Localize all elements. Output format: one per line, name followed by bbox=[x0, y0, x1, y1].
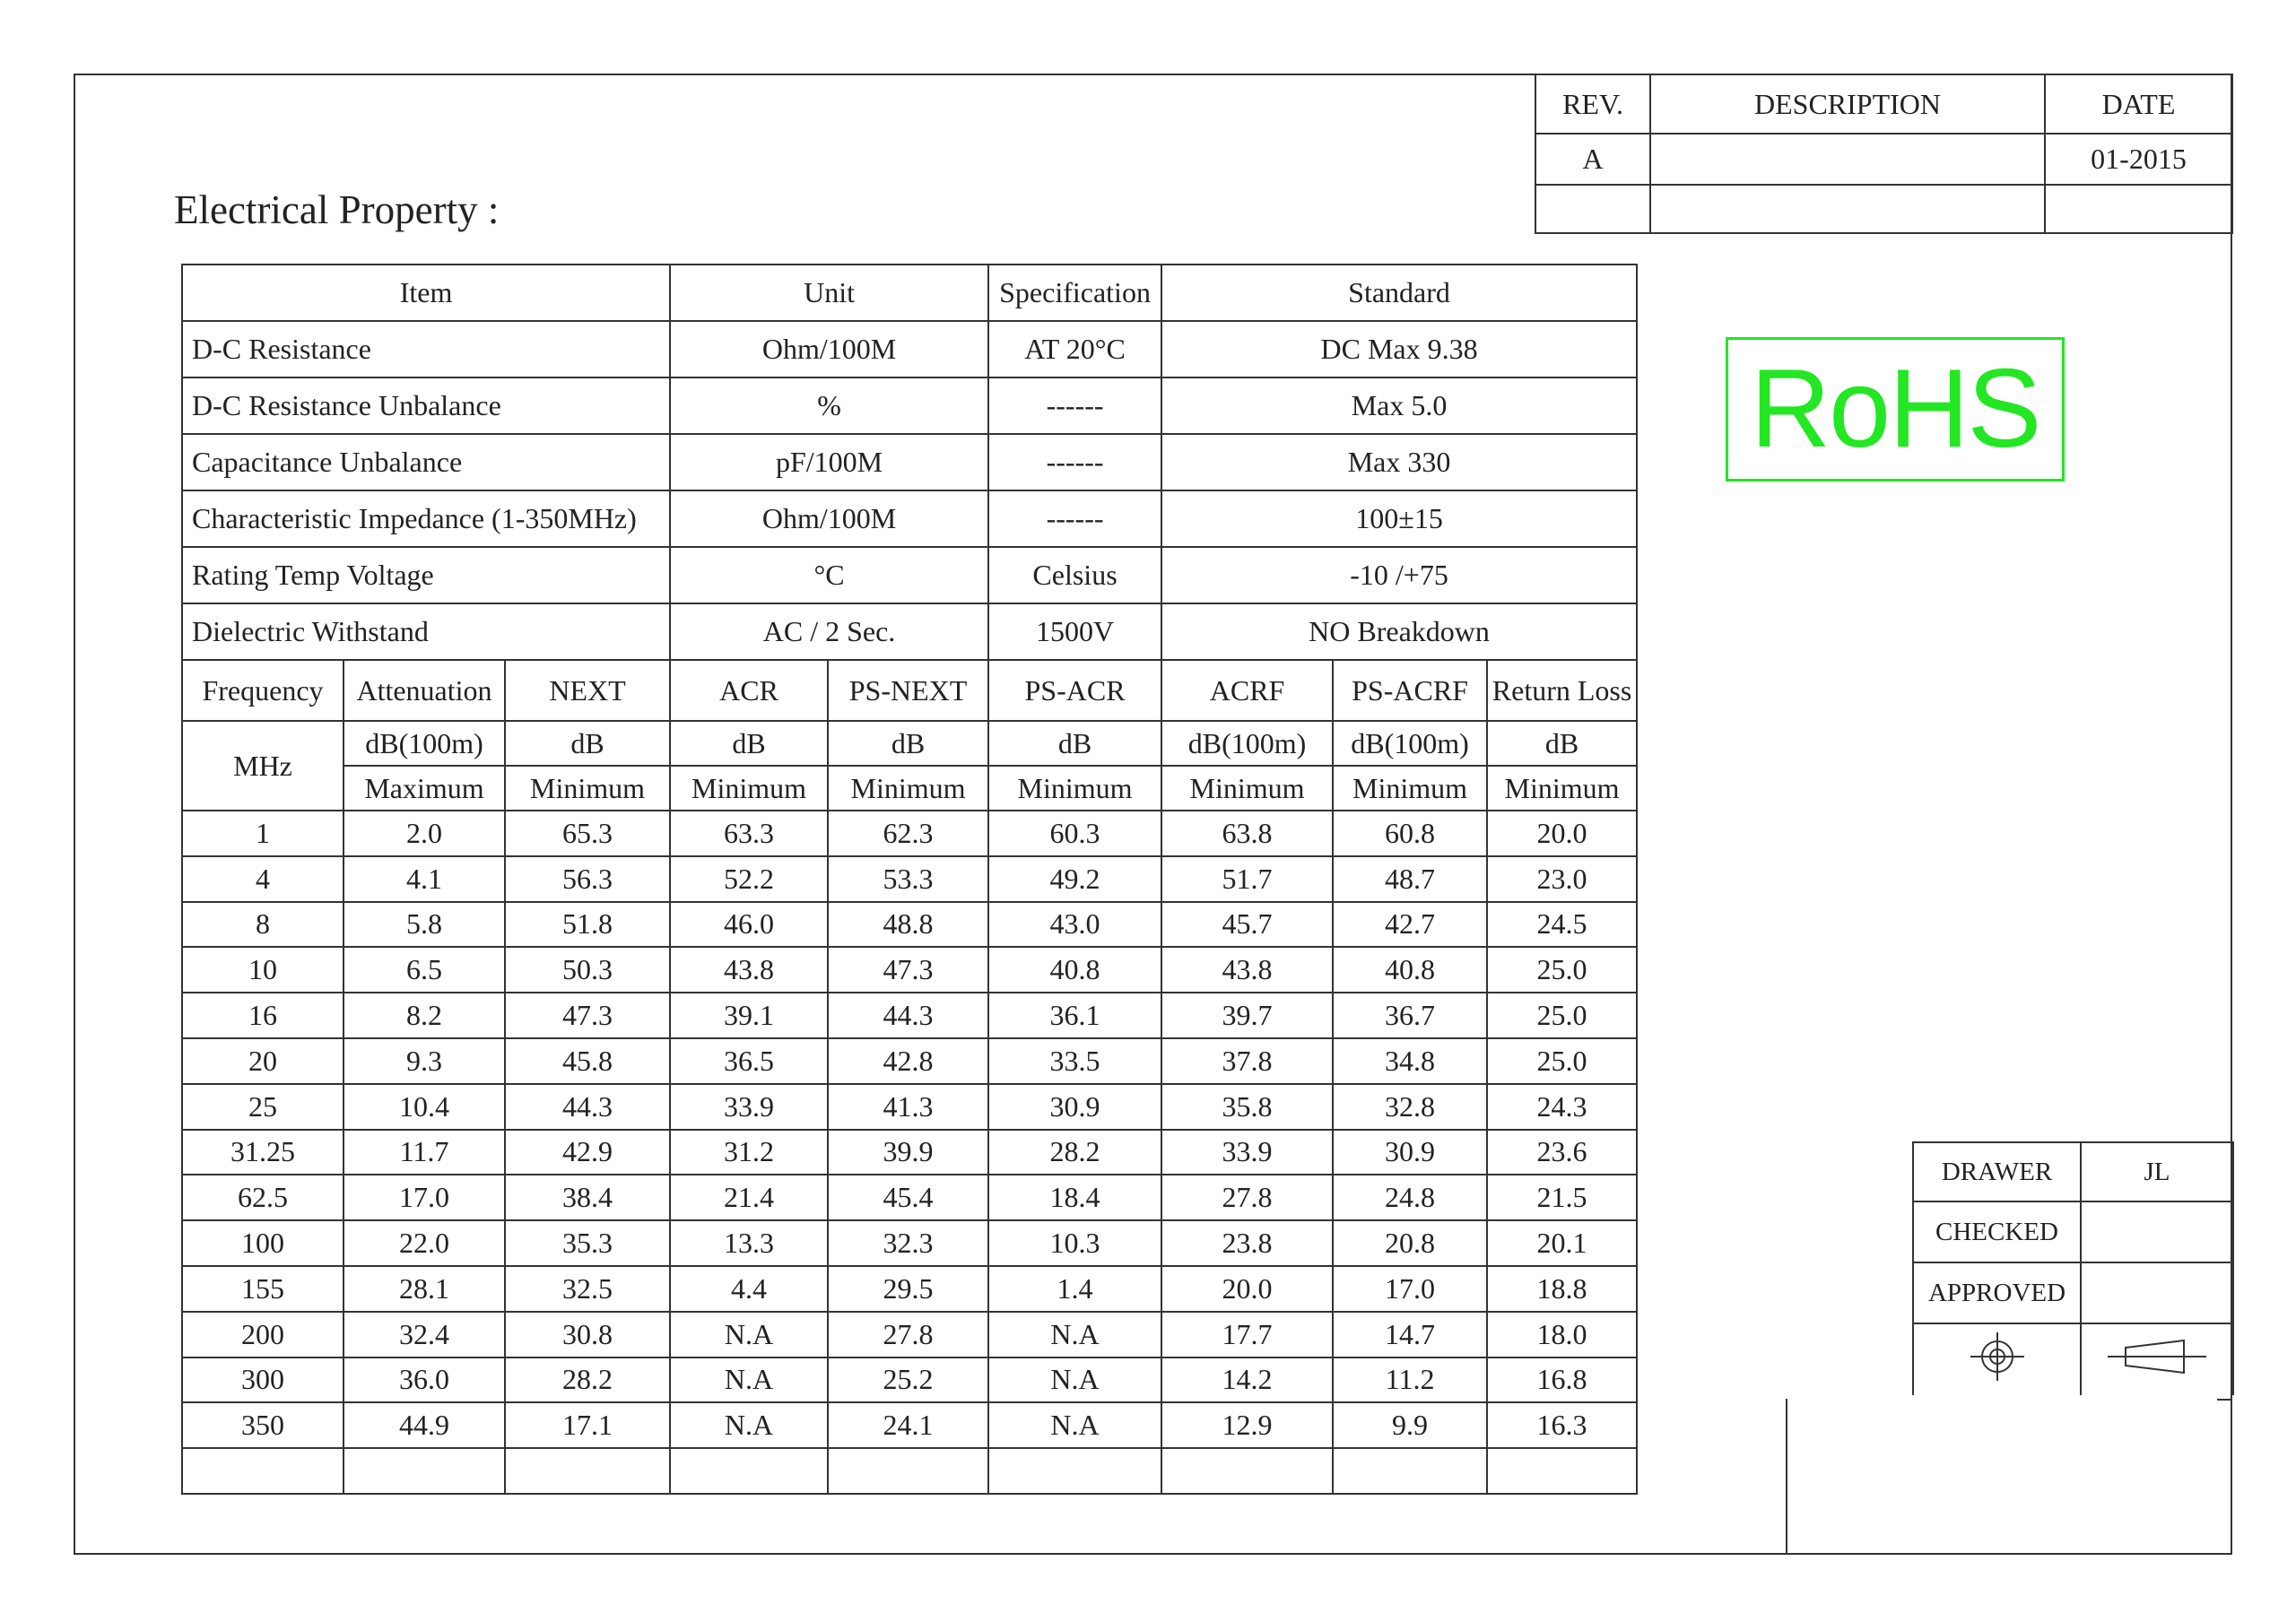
description-header: DESCRIPTION bbox=[1650, 74, 2045, 134]
table-cell: 27.8 bbox=[828, 1312, 988, 1357]
table-cell: 62.3 bbox=[828, 811, 988, 856]
table-cell: 24.8 bbox=[1333, 1175, 1487, 1220]
table-cell: 35.8 bbox=[1161, 1084, 1333, 1130]
description-cell bbox=[1650, 185, 2045, 233]
table-cell: 44.3 bbox=[505, 1084, 670, 1130]
table-cell: 47.3 bbox=[505, 993, 670, 1038]
column-header: Return Loss bbox=[1487, 660, 1637, 721]
target-crosshair-icon bbox=[1913, 1323, 2081, 1395]
column-limit: Minimum bbox=[670, 766, 828, 811]
table-cell: 17.1 bbox=[505, 1402, 670, 1448]
property-item: D-C Resistance Unbalance bbox=[182, 377, 670, 434]
column-header: PS-ACRF bbox=[1333, 660, 1487, 721]
property-standard: -10 /+75 bbox=[1161, 547, 1637, 603]
table-cell: 23.8 bbox=[1161, 1220, 1333, 1266]
table-cell: 43.8 bbox=[1161, 947, 1333, 993]
table-cell: 21.5 bbox=[1487, 1175, 1637, 1220]
column-limit: Minimum bbox=[1487, 766, 1637, 811]
table-cell: 32.4 bbox=[344, 1312, 505, 1357]
property-row bbox=[182, 490, 1637, 547]
property-specification: 1500V bbox=[988, 603, 1161, 660]
property-specification: ------ bbox=[988, 434, 1161, 490]
table-cell bbox=[828, 1448, 988, 1494]
property-row bbox=[182, 603, 1637, 660]
table-cell: 31.2 bbox=[670, 1130, 828, 1175]
table-cell: 65.3 bbox=[505, 811, 670, 856]
table-cell bbox=[344, 1448, 505, 1494]
table-cell: 25 bbox=[182, 1084, 344, 1130]
table-cell: 1.4 bbox=[988, 1266, 1161, 1312]
property-unit: pF/100M bbox=[670, 434, 988, 490]
table-cell: 13.3 bbox=[670, 1220, 828, 1266]
table-cell: 17.0 bbox=[1333, 1266, 1487, 1312]
column-unit: dB bbox=[670, 721, 828, 766]
table-cell bbox=[988, 1448, 1161, 1494]
table-row bbox=[182, 1312, 1637, 1357]
table-cell: 24.1 bbox=[828, 1402, 988, 1448]
table-cell: 63.3 bbox=[670, 811, 828, 856]
table-cell: 30.9 bbox=[1333, 1130, 1487, 1175]
revision-table bbox=[1535, 74, 2233, 234]
table-cell: 29.5 bbox=[828, 1266, 988, 1312]
table-cell: 37.8 bbox=[1161, 1038, 1333, 1084]
table-cell: 20.1 bbox=[1487, 1220, 1637, 1266]
column-unit: dB(100m) bbox=[344, 721, 505, 766]
property-unit: °C bbox=[670, 547, 988, 603]
table-cell: 60.3 bbox=[988, 811, 1161, 856]
rev-cell bbox=[1535, 185, 1650, 233]
table-cell: 63.8 bbox=[1161, 811, 1333, 856]
table-cell: 11.7 bbox=[344, 1130, 505, 1175]
table-cell: 33.9 bbox=[670, 1084, 828, 1130]
table-cell: 47.3 bbox=[828, 947, 988, 993]
approved-label: APPROVED bbox=[1913, 1262, 2081, 1323]
table-cell: 16 bbox=[182, 993, 344, 1038]
column-header: Frequency bbox=[182, 660, 344, 721]
table-cell: 40.8 bbox=[1333, 947, 1487, 993]
property-unit: % bbox=[670, 377, 988, 434]
table-cell: N.A bbox=[670, 1357, 828, 1403]
table-cell: 44.9 bbox=[344, 1402, 505, 1448]
table-cell: 25.0 bbox=[1487, 947, 1637, 993]
column-unit: dB bbox=[505, 721, 670, 766]
table-row bbox=[182, 1175, 1637, 1220]
table-row bbox=[182, 1266, 1637, 1312]
table-cell: 50.3 bbox=[505, 947, 670, 993]
property-standard: NO Breakdown bbox=[1161, 603, 1637, 660]
column-header: ACRF bbox=[1161, 660, 1333, 721]
table-cell: 21.4 bbox=[670, 1175, 828, 1220]
table-cell: 39.7 bbox=[1161, 993, 1333, 1038]
table-cell: 32.8 bbox=[1333, 1084, 1487, 1130]
table-cell: 38.4 bbox=[505, 1175, 670, 1220]
table-cell: N.A bbox=[988, 1312, 1161, 1357]
table-cell: 43.0 bbox=[988, 902, 1161, 948]
table-cell: 43.8 bbox=[670, 947, 828, 993]
table-cell: 45.4 bbox=[828, 1175, 988, 1220]
property-unit: Ohm/100M bbox=[670, 490, 988, 547]
specification-header: Specification bbox=[988, 265, 1161, 321]
column-unit: dB(100m) bbox=[1161, 721, 1333, 766]
table-cell: 4.1 bbox=[344, 856, 505, 902]
frequency-unit: MHz bbox=[182, 721, 344, 811]
standard-header: Standard bbox=[1161, 265, 1637, 321]
table-cell: 20.0 bbox=[1161, 1266, 1333, 1312]
property-row bbox=[182, 377, 1637, 434]
table-cell: 33.9 bbox=[1161, 1130, 1333, 1175]
table-row bbox=[182, 1357, 1637, 1403]
property-unit: AC / 2 Sec. bbox=[670, 603, 988, 660]
table-cell: 44.3 bbox=[828, 993, 988, 1038]
column-unit: dB bbox=[1487, 721, 1637, 766]
table-cell: 25.0 bbox=[1487, 993, 1637, 1038]
checked-value bbox=[2081, 1201, 2233, 1262]
property-row bbox=[182, 321, 1637, 377]
column-limit: Minimum bbox=[505, 766, 670, 811]
table-cell: 28.2 bbox=[505, 1357, 670, 1403]
table-cell: 42.8 bbox=[828, 1038, 988, 1084]
table-cell: 49.2 bbox=[988, 856, 1161, 902]
table-cell: 8 bbox=[182, 902, 344, 948]
table-cell bbox=[1487, 1448, 1637, 1494]
table-cell: 10.3 bbox=[988, 1220, 1161, 1266]
table-cell: N.A bbox=[670, 1312, 828, 1357]
table-cell: 20 bbox=[182, 1038, 344, 1084]
column-header: Attenuation bbox=[344, 660, 505, 721]
table-cell: 46.0 bbox=[670, 902, 828, 948]
property-unit: Ohm/100M bbox=[670, 321, 988, 377]
electrical-property-table bbox=[181, 264, 1638, 1495]
table-cell: 17.0 bbox=[344, 1175, 505, 1220]
table-cell bbox=[1161, 1448, 1333, 1494]
table-cell: 8.2 bbox=[344, 993, 505, 1038]
date-header: DATE bbox=[2045, 74, 2232, 134]
drawer-value: JL bbox=[2081, 1142, 2233, 1201]
table-cell: 23.6 bbox=[1487, 1130, 1637, 1175]
description-cell bbox=[1650, 134, 2045, 185]
table-cell: 11.2 bbox=[1333, 1357, 1487, 1403]
column-limit: Minimum bbox=[1333, 766, 1487, 811]
property-specification: ------ bbox=[988, 490, 1161, 547]
column-limit: Maximum bbox=[344, 766, 505, 811]
table-row bbox=[182, 1448, 1637, 1494]
table-cell: 9.9 bbox=[1333, 1402, 1487, 1448]
table-cell bbox=[1333, 1448, 1487, 1494]
property-row bbox=[182, 434, 1637, 490]
table-cell: 36.5 bbox=[670, 1038, 828, 1084]
table-cell: 41.3 bbox=[828, 1084, 988, 1130]
table-row bbox=[182, 1038, 1637, 1084]
table-row bbox=[182, 811, 1637, 856]
column-header: PS-ACR bbox=[988, 660, 1161, 721]
column-header: ACR bbox=[670, 660, 828, 721]
table-cell: 200 bbox=[182, 1312, 344, 1357]
table-cell: 28.2 bbox=[988, 1130, 1161, 1175]
column-header: NEXT bbox=[505, 660, 670, 721]
table-cell: 33.5 bbox=[988, 1038, 1161, 1084]
table-cell: 36.1 bbox=[988, 993, 1161, 1038]
table-cell: 51.7 bbox=[1161, 856, 1333, 902]
table-cell: 27.8 bbox=[1161, 1175, 1333, 1220]
table-cell bbox=[670, 1448, 828, 1494]
table-cell: N.A bbox=[988, 1357, 1161, 1403]
table-cell: 36.7 bbox=[1333, 993, 1487, 1038]
column-limit: Minimum bbox=[1161, 766, 1333, 811]
date-cell bbox=[2045, 185, 2232, 233]
property-standard: 100±15 bbox=[1161, 490, 1637, 547]
table-cell: 2.0 bbox=[344, 811, 505, 856]
column-unit: dB bbox=[988, 721, 1161, 766]
table-cell: 45.8 bbox=[505, 1038, 670, 1084]
table-cell: 52.2 bbox=[670, 856, 828, 902]
property-specification: ------ bbox=[988, 377, 1161, 434]
table-row bbox=[182, 947, 1637, 993]
table-cell: 18.0 bbox=[1487, 1312, 1637, 1357]
table-cell: 53.3 bbox=[828, 856, 988, 902]
property-item: Rating Temp Voltage bbox=[182, 547, 670, 603]
checked-label: CHECKED bbox=[1913, 1201, 2081, 1262]
title-block-divider bbox=[1786, 1399, 1787, 1555]
table-cell: 18.8 bbox=[1487, 1266, 1637, 1312]
property-standard: Max 5.0 bbox=[1161, 377, 1637, 434]
table-cell: 14.2 bbox=[1161, 1357, 1333, 1403]
table-cell: 14.7 bbox=[1333, 1312, 1487, 1357]
table-cell: 4.4 bbox=[670, 1266, 828, 1312]
property-row bbox=[182, 547, 1637, 603]
table-cell: 6.5 bbox=[344, 947, 505, 993]
table-cell: 10.4 bbox=[344, 1084, 505, 1130]
table-cell: 40.8 bbox=[988, 947, 1161, 993]
property-item: Characteristic Impedance (1-350MHz) bbox=[182, 490, 670, 547]
table-cell: 45.7 bbox=[1161, 902, 1333, 948]
table-cell: 17.7 bbox=[1161, 1312, 1333, 1357]
table-cell: 39.9 bbox=[828, 1130, 988, 1175]
table-cell: 31.25 bbox=[182, 1130, 344, 1175]
table-cell: 42.9 bbox=[505, 1130, 670, 1175]
table-cell: 42.7 bbox=[1333, 902, 1487, 948]
table-cell: 20.0 bbox=[1487, 811, 1637, 856]
table-row bbox=[182, 1220, 1637, 1266]
table-row bbox=[182, 1130, 1637, 1175]
column-limit: Minimum bbox=[828, 766, 988, 811]
unit-header: Unit bbox=[670, 265, 988, 321]
table-cell: 48.7 bbox=[1333, 856, 1487, 902]
property-item: D-C Resistance bbox=[182, 321, 670, 377]
title-block-tick bbox=[2217, 1399, 2232, 1401]
table-cell: 56.3 bbox=[505, 856, 670, 902]
table-cell bbox=[182, 1448, 344, 1494]
table-cell: 1 bbox=[182, 811, 344, 856]
signoff-table bbox=[1912, 1141, 2234, 1395]
table-cell: 22.0 bbox=[344, 1220, 505, 1266]
table-row bbox=[182, 1084, 1637, 1130]
table-cell: 5.8 bbox=[344, 902, 505, 948]
table-cell: 35.3 bbox=[505, 1220, 670, 1266]
table-cell: 20.8 bbox=[1333, 1220, 1487, 1266]
table-row bbox=[182, 902, 1637, 948]
table-cell: 51.8 bbox=[505, 902, 670, 948]
property-specification: Celsius bbox=[988, 547, 1161, 603]
property-item: Capacitance Unbalance bbox=[182, 434, 670, 490]
table-cell: 25.2 bbox=[828, 1357, 988, 1403]
table-cell: 24.5 bbox=[1487, 902, 1637, 948]
table-cell: 16.3 bbox=[1487, 1402, 1637, 1448]
table-cell: 23.0 bbox=[1487, 856, 1637, 902]
table-cell: 10 bbox=[182, 947, 344, 993]
column-limit: Minimum bbox=[988, 766, 1161, 811]
table-cell: 18.4 bbox=[988, 1175, 1161, 1220]
column-unit: dB(100m) bbox=[1333, 721, 1487, 766]
table-cell: 32.5 bbox=[505, 1266, 670, 1312]
table-cell: 48.8 bbox=[828, 902, 988, 948]
table-cell: 12.9 bbox=[1161, 1402, 1333, 1448]
table-row bbox=[182, 1402, 1637, 1448]
property-standard: DC Max 9.38 bbox=[1161, 321, 1637, 377]
table-cell: 350 bbox=[182, 1402, 344, 1448]
table-cell: 60.8 bbox=[1333, 811, 1487, 856]
table-cell: 36.0 bbox=[344, 1357, 505, 1403]
table-cell: 4 bbox=[182, 856, 344, 902]
table-cell: 24.3 bbox=[1487, 1084, 1637, 1130]
table-cell: 100 bbox=[182, 1220, 344, 1266]
rev-header: REV. bbox=[1535, 74, 1650, 134]
table-cell bbox=[505, 1448, 670, 1494]
property-item: Dielectric Withstand bbox=[182, 603, 670, 660]
table-cell: 9.3 bbox=[344, 1038, 505, 1084]
rev-cell: A bbox=[1535, 134, 1650, 185]
column-header: PS-NEXT bbox=[828, 660, 988, 721]
table-cell: 39.1 bbox=[670, 993, 828, 1038]
table-cell: 300 bbox=[182, 1357, 344, 1403]
table-cell: 28.1 bbox=[344, 1266, 505, 1312]
table-cell: 16.8 bbox=[1487, 1357, 1637, 1403]
table-cell: 32.3 bbox=[828, 1220, 988, 1266]
page-title: Electrical Property : bbox=[174, 187, 500, 232]
property-specification: AT 20°C bbox=[988, 321, 1161, 377]
table-row bbox=[182, 856, 1637, 902]
projection-cone-icon bbox=[2081, 1323, 2233, 1395]
item-header: Item bbox=[182, 265, 670, 321]
table-cell: 34.8 bbox=[1333, 1038, 1487, 1084]
column-unit: dB bbox=[828, 721, 988, 766]
table-cell: N.A bbox=[988, 1402, 1161, 1448]
property-standard: Max 330 bbox=[1161, 434, 1637, 490]
table-cell: 25.0 bbox=[1487, 1038, 1637, 1084]
approved-value bbox=[2081, 1262, 2233, 1323]
table-cell: 30.8 bbox=[505, 1312, 670, 1357]
table-row bbox=[182, 993, 1637, 1038]
table-cell: 30.9 bbox=[988, 1084, 1161, 1130]
date-cell: 01-2015 bbox=[2045, 134, 2232, 185]
table-cell: 62.5 bbox=[182, 1175, 344, 1220]
table-cell: 155 bbox=[182, 1266, 344, 1312]
drawer-label: DRAWER bbox=[1913, 1142, 2081, 1201]
rohs-mark: RoHS bbox=[1726, 337, 2065, 481]
table-cell: N.A bbox=[670, 1402, 828, 1448]
